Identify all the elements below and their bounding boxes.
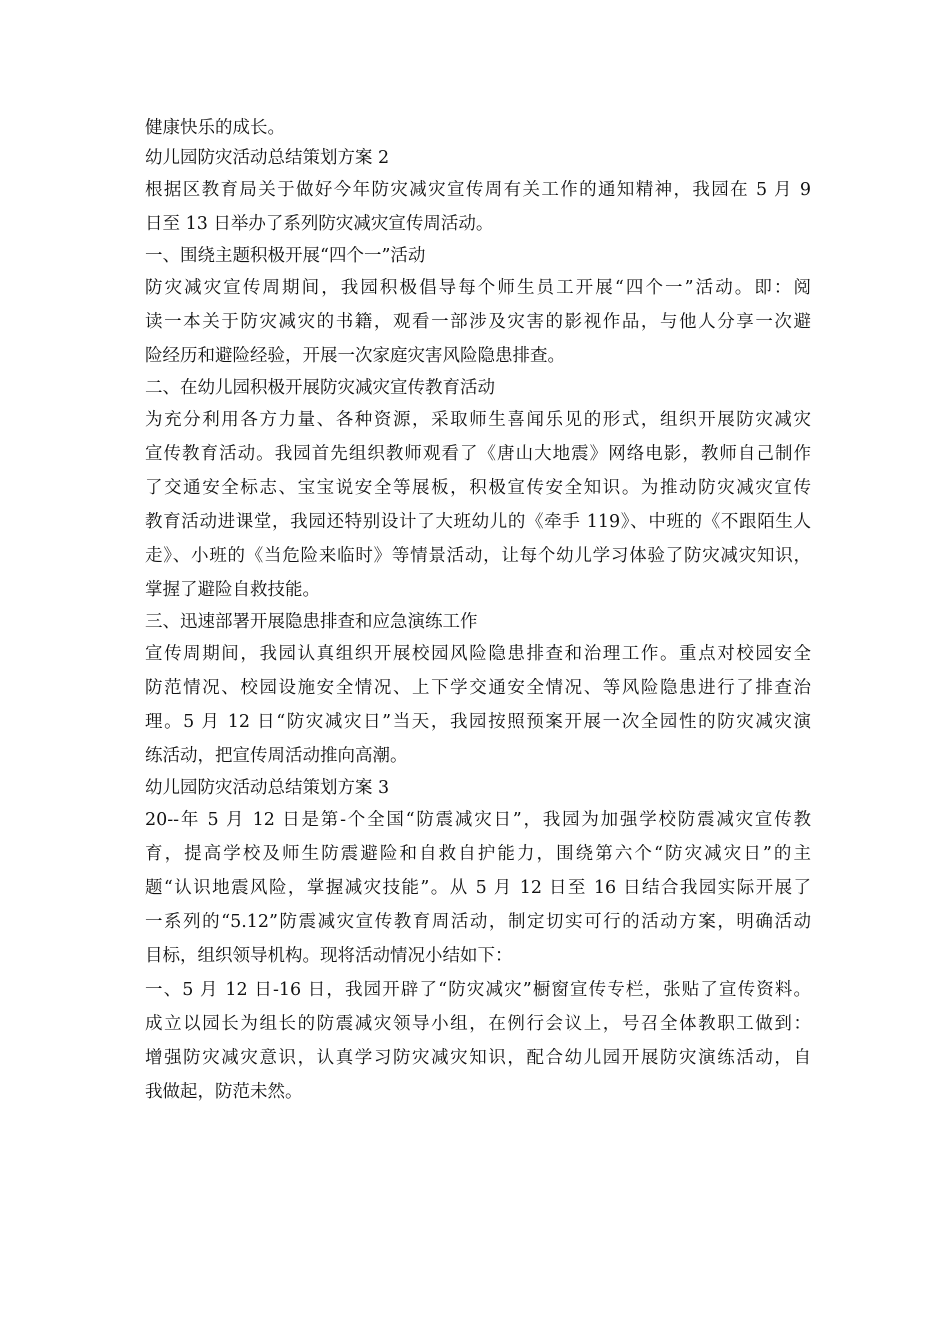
section-heading-line: 健康快乐的成长。 — [145, 118, 285, 138]
paragraph-line: 防灾减灾宣传周期间，我园积极倡导每个师生员工开展“四个一”活动。即：阅 — [145, 278, 811, 298]
paragraph-line: 20--年 5 月 12 日是第-个全国“防震减灾日”，我园为加强学校防震减灾宣传教 — [145, 810, 811, 830]
paragraph-line: 走》、小班的《当危险来临时》等情景活动，让每个幼儿学习体验了防灾减灾知识， — [145, 546, 811, 566]
paragraph-line: 宣传教育活动。我园首先组织教师观看了《唐山大地震》网络电影，教师自己制作 — [145, 444, 811, 464]
paragraph-line: 宣传周期间，我园认真组织开展校园风险隐患排查和治理工作。重点对校园安全 — [145, 644, 811, 664]
section-heading-line: 一、围绕主题积极开展“四个一”活动 — [145, 246, 426, 266]
paragraph-line: 教育活动进课堂，我园还特别设计了大班幼儿的《牵手 119》、中班的《不跟陌生人 — [145, 512, 811, 532]
document-body — [145, 113, 811, 1109]
paragraph-line: 成立以园长为组长的防震减灾领导小组，在例行会议上，号召全体教职工做到： — [145, 1014, 811, 1034]
paragraph-line: 育，提高学校及师生防震避险和自救自护能力，围绕第六个“防灾减灾日”的主 — [145, 844, 811, 864]
paragraph-line: 险经历和避险经验，开展一次家庭灾害风险隐患排查。 — [145, 346, 565, 366]
paragraph-line: 理。5 月 12 日“防灾减灾日”当天，我园按照预案开展一次全园性的防灾减灾演 — [145, 712, 811, 732]
paragraph-line: 根据区教育局关于做好今年防灾减灾宣传周有关工作的通知精神，我园在 5 月 9 — [145, 180, 811, 200]
section-heading-line: 三、迅速部署开展隐患排查和应急演练工作 — [145, 612, 478, 632]
paragraph-line: 练活动，把宣传周活动推向高潮。 — [145, 746, 408, 766]
paragraph-line: 掌握了避险自救技能。 — [145, 580, 320, 600]
paragraph-line: 一系列的“5.12”防震减灾宣传教育周活动，制定切实可行的活动方案，明确活动 — [145, 912, 811, 932]
section-heading-line: 二、在幼儿园积极开展防灾减灾宣传教育活动 — [145, 378, 495, 398]
paragraph-line: 题“认识地震风险，掌握减灾技能”。从 5 月 12 日至 16 日结合我园实际开展了 — [145, 878, 811, 898]
paragraph-line: 我做起，防范未然。 — [145, 1082, 303, 1102]
section-heading-line: 幼儿园防灾活动总结策划方案 2 — [145, 148, 390, 168]
paragraph-line: 防范情况、校园设施安全情况、上下学交通安全情况、等风险隐患进行了排查治 — [145, 678, 811, 698]
paragraph-line: 读一本关于防灾减灾的书籍，观看一部涉及灾害的影视作品，与他人分享一次避 — [145, 312, 811, 332]
section-heading-line: 幼儿园防灾活动总结策划方案 3 — [145, 778, 390, 798]
paragraph-line: 一、5 月 12 日-16 日，我园开辟了“防灾减灾”橱窗宣传专栏，张贴了宣传资料。 — [145, 980, 811, 1000]
paragraph-line: 目标，组织领导机构。现将活动情况小结如下： — [145, 946, 513, 966]
paragraph-line: 为充分利用各方力量、各种资源，采取师生喜闻乐见的形式，组织开展防灾减灾 — [145, 410, 811, 430]
paragraph-line: 了交通安全标志、宝宝说安全等展板，积极宣传安全知识。为推动防灾减灾宣传 — [145, 478, 811, 498]
paragraph-line: 日至 13 日举办了系列防灾减灾宣传周活动。 — [145, 214, 494, 234]
paragraph-line: 增强防灾减灾意识，认真学习防灾减灾知识，配合幼儿园开展防灾演练活动，自 — [145, 1048, 811, 1068]
